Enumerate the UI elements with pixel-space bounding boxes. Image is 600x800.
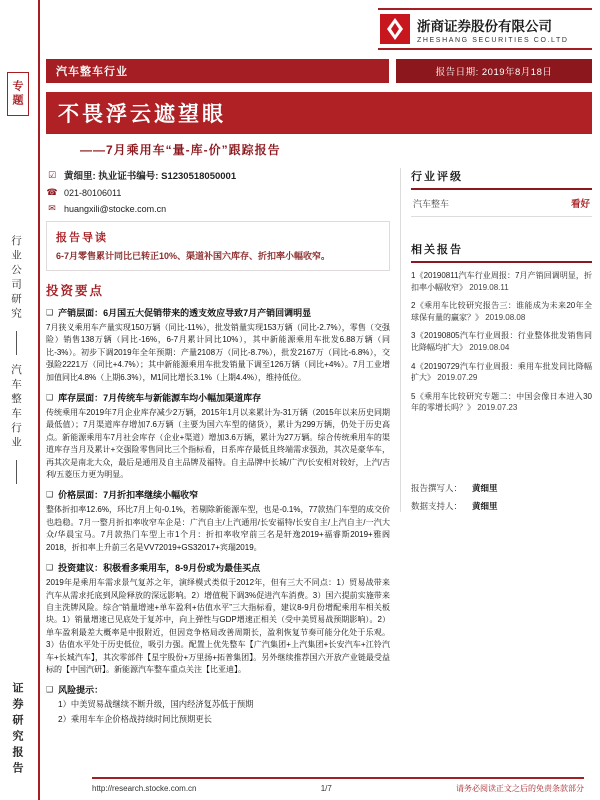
sidebar-vertical-labels	[9, 235, 24, 484]
related-section-title: 相关报告	[411, 241, 592, 263]
industry-rating-block	[411, 168, 592, 217]
square-bullet-icon: ❑	[46, 563, 54, 573]
brand-block	[378, 8, 592, 50]
writer-name: 黄细里	[472, 482, 498, 493]
report-title-text: 1《20190811汽车行业周报：7月产销回调明显，折扣率小幅收窄》	[411, 271, 592, 292]
analyst-name-line: 黄细里: 执业证书编号: S1230518050001	[64, 171, 237, 182]
research-site-url[interactable]: http://research.stocke.com.cn	[92, 784, 197, 793]
section-body: 传统乘用车2019年7月企业库存减少2万辆，2015年1月以来累计为-31万辆（2015年以来历史同期最低值）；7月渠道库存增加7.6万辆（主要为国六车型的储货），累计为299万辆，仍处于历史高点。新能源乘用车7月社会库存（企业+渠道）增加3.6万辆，累计为27万辆。综合传统乘用车的渠道库存当月及累计+交强险零售同比三个指标看，日系库存最低且终端需求强劲，其次是豪华车，再其次是南北大众，最后是通用及自主品牌及福特。自主品牌中长城/广汽/长安相对较好，上汽/吉利/五菱压力更为明显。	[46, 408, 390, 480]
rating-value: 看好	[570, 199, 590, 210]
main-column	[46, 168, 400, 726]
risk-item: 2）乘用车车企价格战持续时间比预期更长	[58, 714, 212, 725]
related-report-item	[411, 391, 592, 414]
report-title: 不畏浮云遮望眼	[46, 92, 592, 134]
section-risk	[46, 684, 390, 726]
report-date-text: 2019.08.11	[469, 282, 509, 292]
related-report-item	[411, 270, 592, 293]
guide-title: 报告导读	[56, 232, 108, 244]
report-subtitle: ——7月乘用车“量-库-价”跟踪报告	[80, 143, 281, 157]
report-date: 报告日期: 2019年8月18日	[396, 59, 592, 83]
sidebar-divider-line	[38, 0, 40, 800]
sidebar-label-research: 行业公司研究	[10, 235, 22, 322]
report-title-text: 2《乘用车比较研究报告三：谁能成为未来20年全球保有量的赢家？》	[411, 301, 592, 322]
section-pricing	[46, 489, 390, 554]
section-production-sales	[46, 307, 390, 384]
rating-section-title: 行业评级	[411, 168, 592, 190]
guide-text: 6-7月零售累计同比已转正10%、渠道补国六库存、折扣率小幅收窄。	[56, 251, 331, 261]
report-date-text: 2019.08.08	[485, 312, 526, 322]
rating-industry: 汽车整车	[413, 198, 450, 209]
risk-heading: 风险提示：	[58, 685, 104, 696]
phone-icon: ☎	[46, 187, 58, 197]
company-name-cn: 浙商证券股份有限公司	[417, 18, 552, 34]
disclaimer-text: 请务必阅读正文之后的免责条款部分	[456, 784, 584, 793]
risk-item: 1）中美贸易战继续不断升级，国内经济复苏低于预期	[58, 699, 254, 710]
key-points-title: 投资要点	[46, 284, 105, 298]
topic-badge: 专题	[7, 72, 29, 116]
report-title-text: 5《乘用车比较研究专题二：中国会像日本进入30年的零增长吗？》	[411, 391, 592, 413]
square-bullet-icon: ❑	[46, 490, 54, 500]
company-name-en: ZHESHANG SECURITIES CO.LTD	[417, 36, 569, 44]
section-body: 整体折扣率12.6%，环比7月上旬-0.1%，若剔除新能源车型，也是-0.1%，77款热门车型的成交价也趋稳。7月一整月折扣率收窄车企是：广汽自主/上汽通用/长安福特/长安自主/上汽自主/一汽大众/华晨宝马。7月款热门车型上市1个月：折扣率收窄前三名是轩逸2019+福睿斯2019+雅阁2018，折扣率上升前三名是VV72019+GS32017+宾瑞2019。	[46, 505, 390, 552]
analyst-block	[46, 168, 390, 214]
report-date-text: 2019.07.23	[477, 403, 518, 413]
brand-rule-bottom	[378, 48, 592, 50]
data-support-name: 黄细里	[472, 500, 498, 511]
industry-label: 汽车整车行业	[46, 59, 389, 83]
analyst-badge-icon: ☑	[47, 169, 57, 180]
section-heading: 库存层面：7月传统车与新能源车均小幅加渠道库存	[58, 393, 262, 404]
email-icon: ✉	[48, 203, 56, 213]
section-heading: 投资建议：积极看多乘用车，8-9月份或为最佳买点	[58, 563, 261, 574]
report-title-text: 4《20190729汽车行业周报：乘用车批发同比降幅扩大》	[411, 361, 592, 383]
related-report-item	[411, 361, 592, 384]
analyst-phone: 021-80106011	[64, 187, 122, 198]
report-date-text: 2019.07.29	[437, 373, 478, 383]
sidebar-label-report-type: 证券研究报告	[11, 682, 23, 778]
section-body: 7月狭义乘用车产量实现150万辆（同比-11%），批发销量实现153万辆（同比-2.7%），零售（交强险）销售138万辆（同比-16%，6-7月累计同比10%），其中新能源乘用车批发6.88万辆（同比-3%）。初步下调2019年全年预期：产量2108万（同比-8.7%），批发2167万（同比-6.8%），交强险2221万（同比+4.7%）；其中新能源乘用车批发销量下调至126万辆（同比+4%）。7月工业增加值同比4.8%（上期6.3%），M1同比增长3.1%（上期4.4%），维持低位。	[46, 323, 390, 382]
related-report-item	[411, 330, 592, 353]
report-date-text: 2019.08.04	[469, 342, 510, 352]
related-reports-block	[411, 241, 592, 414]
square-bullet-icon: ❑	[46, 308, 54, 317]
company-logo-icon	[380, 14, 410, 44]
page-number: 1/7	[320, 784, 332, 793]
square-bullet-icon: ❑	[46, 393, 54, 403]
section-investment-advice	[46, 562, 390, 676]
related-report-item	[411, 300, 592, 323]
writer-label: 报告撰写人：	[411, 482, 463, 493]
report-guide-box	[46, 221, 390, 271]
sidebar-separator	[16, 460, 17, 484]
data-support-label: 数据支持人：	[411, 500, 463, 511]
section-inventory	[46, 392, 390, 481]
square-bullet-icon: ❑	[46, 685, 54, 695]
side-column	[400, 168, 592, 512]
report-content	[46, 0, 592, 800]
analyst-email[interactable]: huangxili@stocke.com.cn	[64, 203, 167, 214]
report-title-text: 3《20190805汽车行业周报：行业整体批发销售同比降幅均扩大》	[411, 331, 592, 352]
section-heading: 产销层面：6月国五大促销带来的透支效应导致7月产销回调明显	[58, 308, 312, 318]
section-heading: 价格层面：7月折扣率继续小幅收窄	[58, 490, 199, 501]
page-footer	[92, 777, 584, 794]
header-band	[46, 59, 592, 83]
contacts-block	[411, 482, 592, 512]
sidebar-label-industry: 汽车整车行业	[10, 364, 22, 451]
sidebar-separator	[16, 331, 17, 355]
section-body: 2019年是乘用车需求景气复苏之年，演绎模式类似于2012年，但有三大不同点：1）贸易战带来汽车从需求托底到风险释放的深远影响。2）增值税下调3%促进汽车消费。3）国六提前实施带来自主洗牌风险。综合“销量增速+单车盈利+估值水平”三大指标看，建议8-9月份增配乘用车相关板块。1）销量增速已见底处于复苏中，向上弹性与GDP增速正相关（受中美贸易战预期影响）。2）单车盈利最差大概率是中报附近，但因竞争格局改善周期长，盈利恢复节奏可能分化处于乐观。3）估值水平处于历史低位，吸引力强。配置上优先整车【广汽集团+上汽集团+长安汽车+江铃汽车+长城汽车】，其次零部件【星宇股份+万里扬+拓普集团】。另外继续推荐国六开放产业链最受益标的【中国汽研】。新能源汽车整车重点关注【比亚迪】。	[46, 578, 390, 674]
